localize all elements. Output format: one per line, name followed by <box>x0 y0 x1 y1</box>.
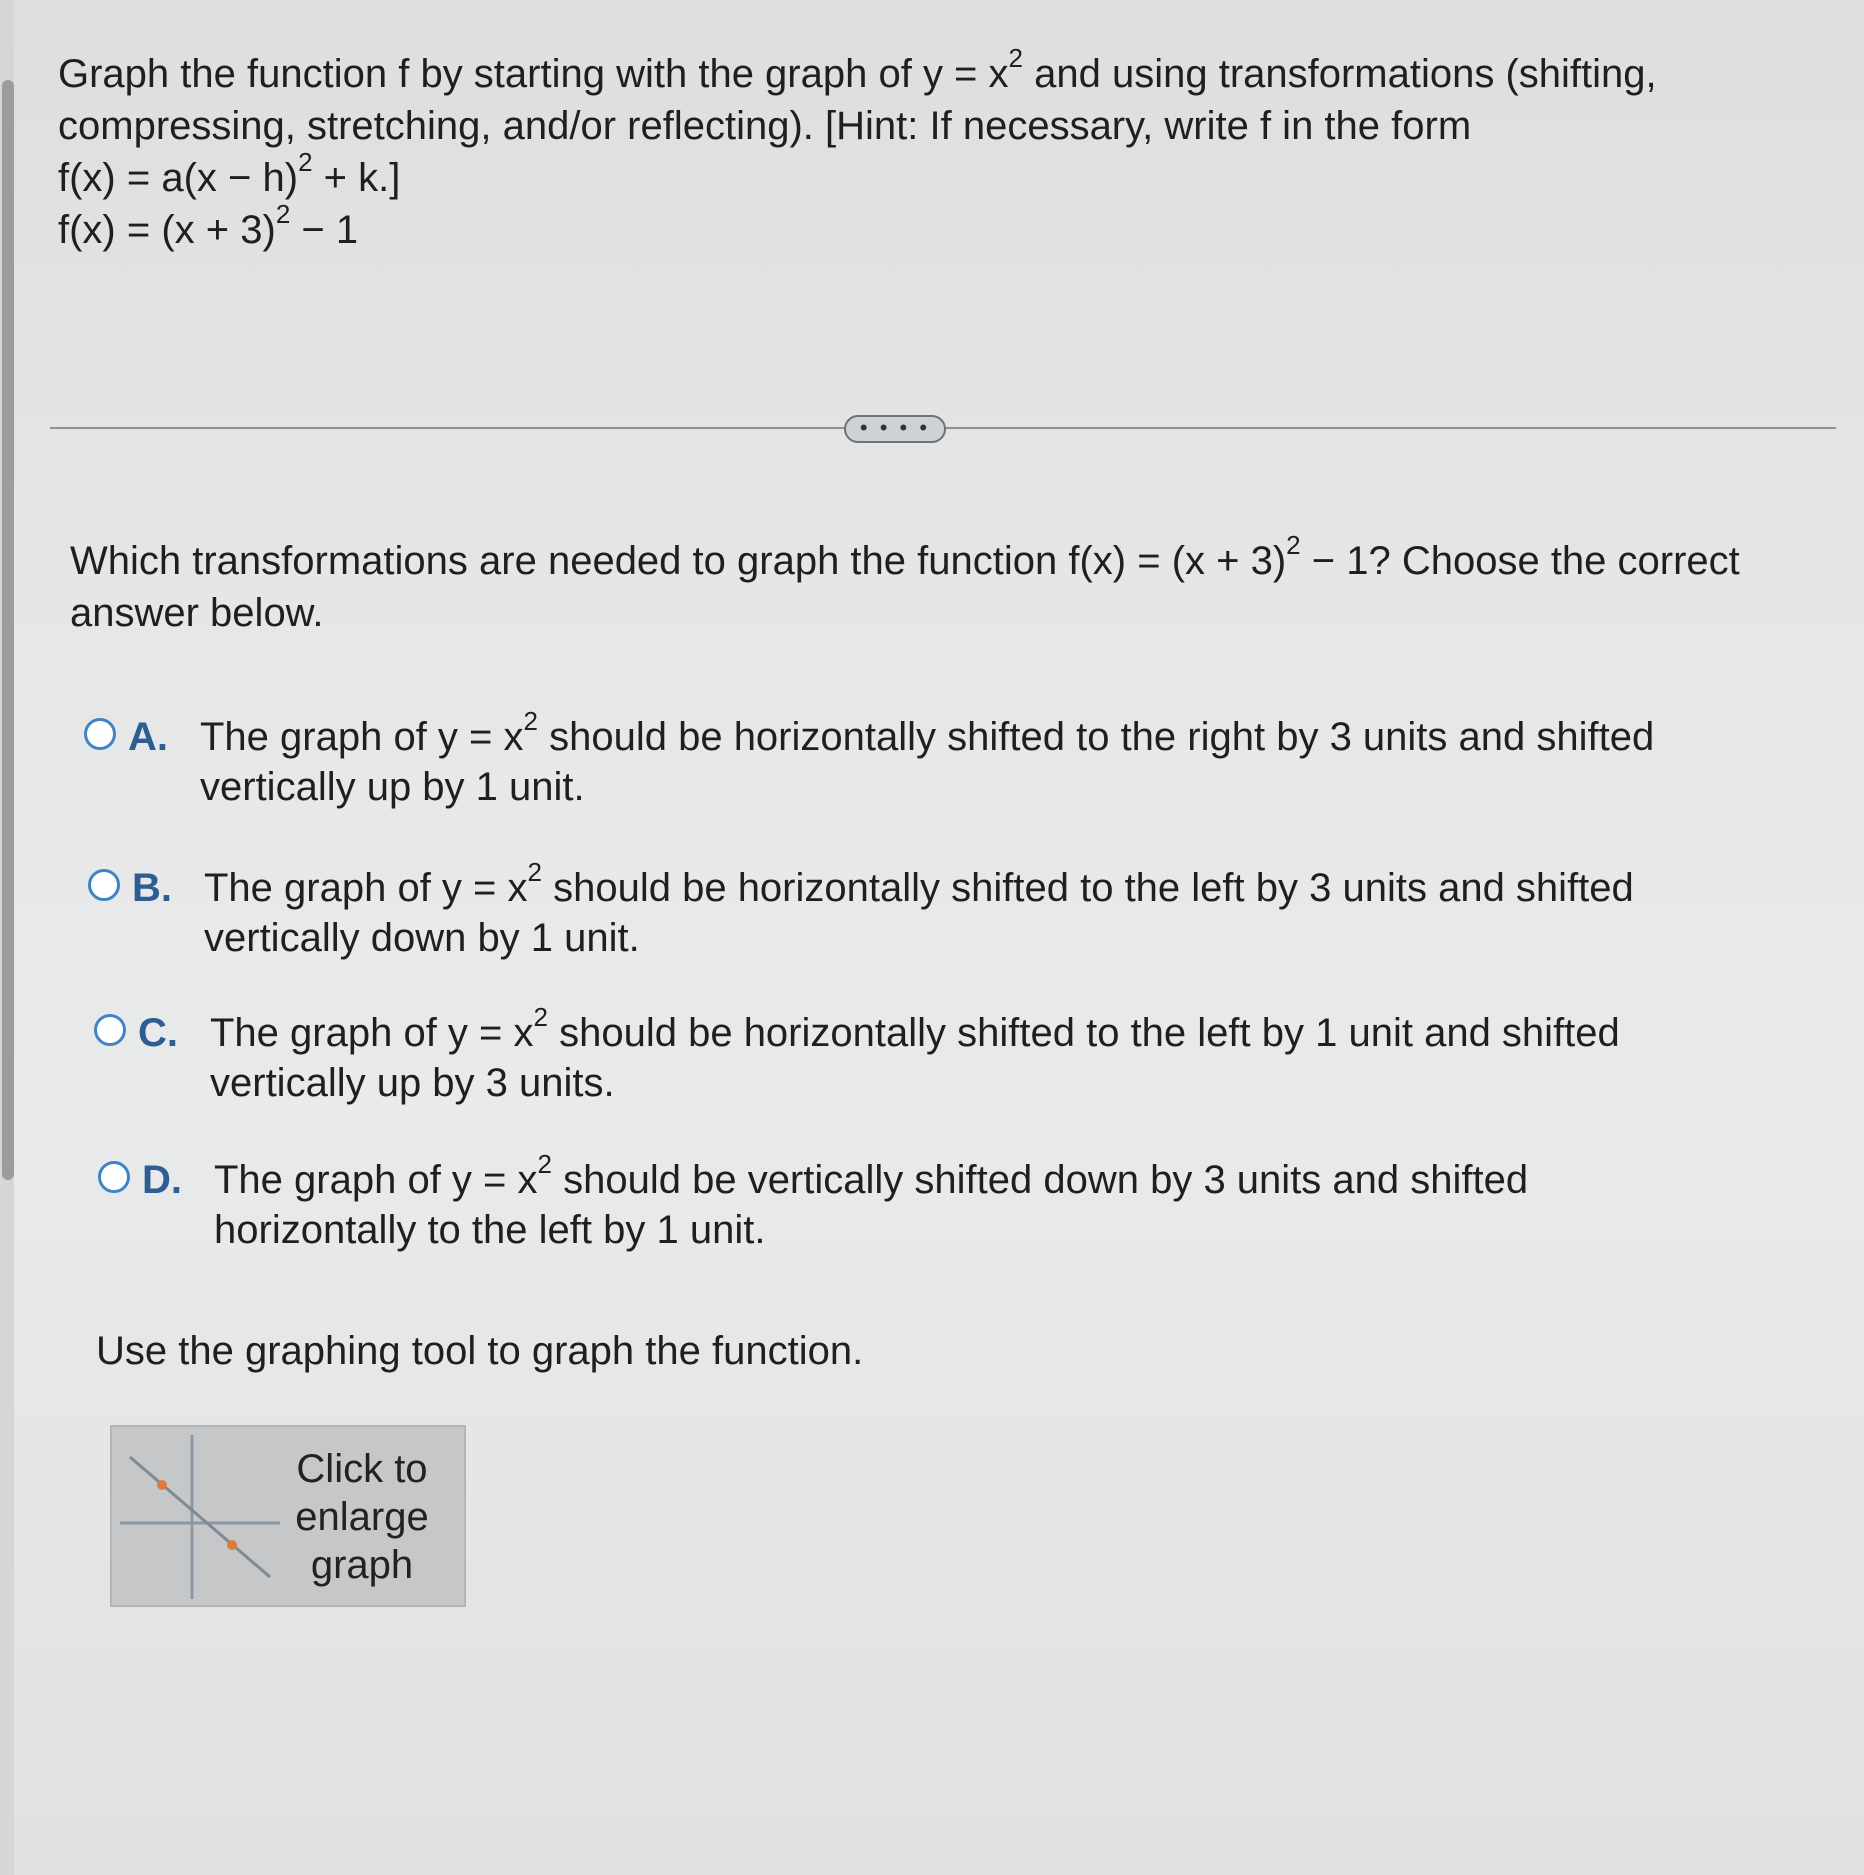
function-definition <box>58 198 1818 256</box>
exponent: 2 <box>1008 42 1023 73</box>
option-text <box>214 1148 1694 1255</box>
option-text-part-2: should be horizontally shifted to the left by 3 units and shifted vertically down by 1 unit. <box>204 866 1634 960</box>
option-text-part-2: should be horizontally shifted to the right by 3 units and shifted vertically up by 1 unit. <box>200 715 1655 809</box>
question-prompt <box>70 529 1810 639</box>
option-text <box>200 705 1680 812</box>
problem-statement <box>58 42 1818 256</box>
option-text-part-2: should be vertically shifted down by 3 units and shifted horizontally to the left by 1 unit. <box>214 1158 1529 1252</box>
exponent: 2 <box>533 1001 548 1032</box>
exponent: 2 <box>527 856 542 887</box>
radio-button-b[interactable] <box>88 869 120 901</box>
question-text-2: − 1? Choose the correct answer below. <box>70 539 1740 635</box>
enlarge-label-line: graph <box>310 1543 414 1587</box>
exponent: 2 <box>275 198 291 229</box>
option-letter: D. <box>142 1158 182 1202</box>
option-text-part: The graph of y = x <box>210 1011 534 1055</box>
graph-instruction: Use the graphing tool to graph the function. <box>96 1329 864 1373</box>
option-text-part: The graph of y = x <box>200 715 524 759</box>
option-text <box>210 1001 1690 1108</box>
enlarge-label-line: Click to <box>296 1447 428 1491</box>
answer-option-c[interactable] <box>94 1001 1690 1108</box>
answer-option-d[interactable] <box>98 1148 1694 1255</box>
scrollbar-track[interactable] <box>0 0 14 1875</box>
hint-form-text-2: + k.] <box>312 156 401 200</box>
exponent: 2 <box>523 705 538 736</box>
scrollbar-thumb[interactable] <box>2 80 14 1180</box>
exponent: 2 <box>537 1148 552 1179</box>
hint-form-text: f(x) = a(x − h) <box>58 156 299 200</box>
exponent: 2 <box>298 146 313 177</box>
problem-intro-text: Graph the function f by starting with the graph of y = x <box>58 52 1009 96</box>
problem-intro <box>58 42 1818 152</box>
radio-button-a[interactable] <box>84 718 116 750</box>
function-text: f(x) = (x + 3) <box>58 208 276 252</box>
graph-thumbnail-icon <box>120 1435 280 1599</box>
enlarge-label-line: enlarge <box>295 1495 429 1539</box>
enlarge-graph-button[interactable] <box>110 1425 466 1607</box>
problem-intro-text-2: and using transformations (shifting, compressing, stretching, and/or reflecting). [Hint: If necessary, write f in the form <box>58 52 1657 148</box>
enlarge-graph-label[interactable] <box>272 1445 452 1589</box>
option-text-part: The graph of y = x <box>214 1158 538 1202</box>
option-text-part: The graph of y = x <box>204 866 528 910</box>
option-letter: C. <box>138 1011 178 1055</box>
option-text-part-2: should be horizontally shifted to the left by 1 unit and shifted vertically up by 3 units. <box>210 1011 1620 1105</box>
option-letter: B. <box>132 866 172 910</box>
option-text <box>204 856 1684 963</box>
function-text-2: − 1 <box>290 208 359 252</box>
question-text: Which transformations are needed to graph the function f(x) = (x + 3) <box>70 539 1287 583</box>
hint-form <box>58 146 1818 204</box>
radio-button-d[interactable] <box>98 1161 130 1193</box>
expand-button[interactable]: • • • • <box>844 415 946 443</box>
radio-button-c[interactable] <box>94 1014 126 1046</box>
answer-option-b[interactable] <box>88 856 1684 963</box>
answer-option-a[interactable] <box>84 705 1680 812</box>
option-letter: A. <box>128 715 168 759</box>
exponent: 2 <box>1286 529 1301 560</box>
